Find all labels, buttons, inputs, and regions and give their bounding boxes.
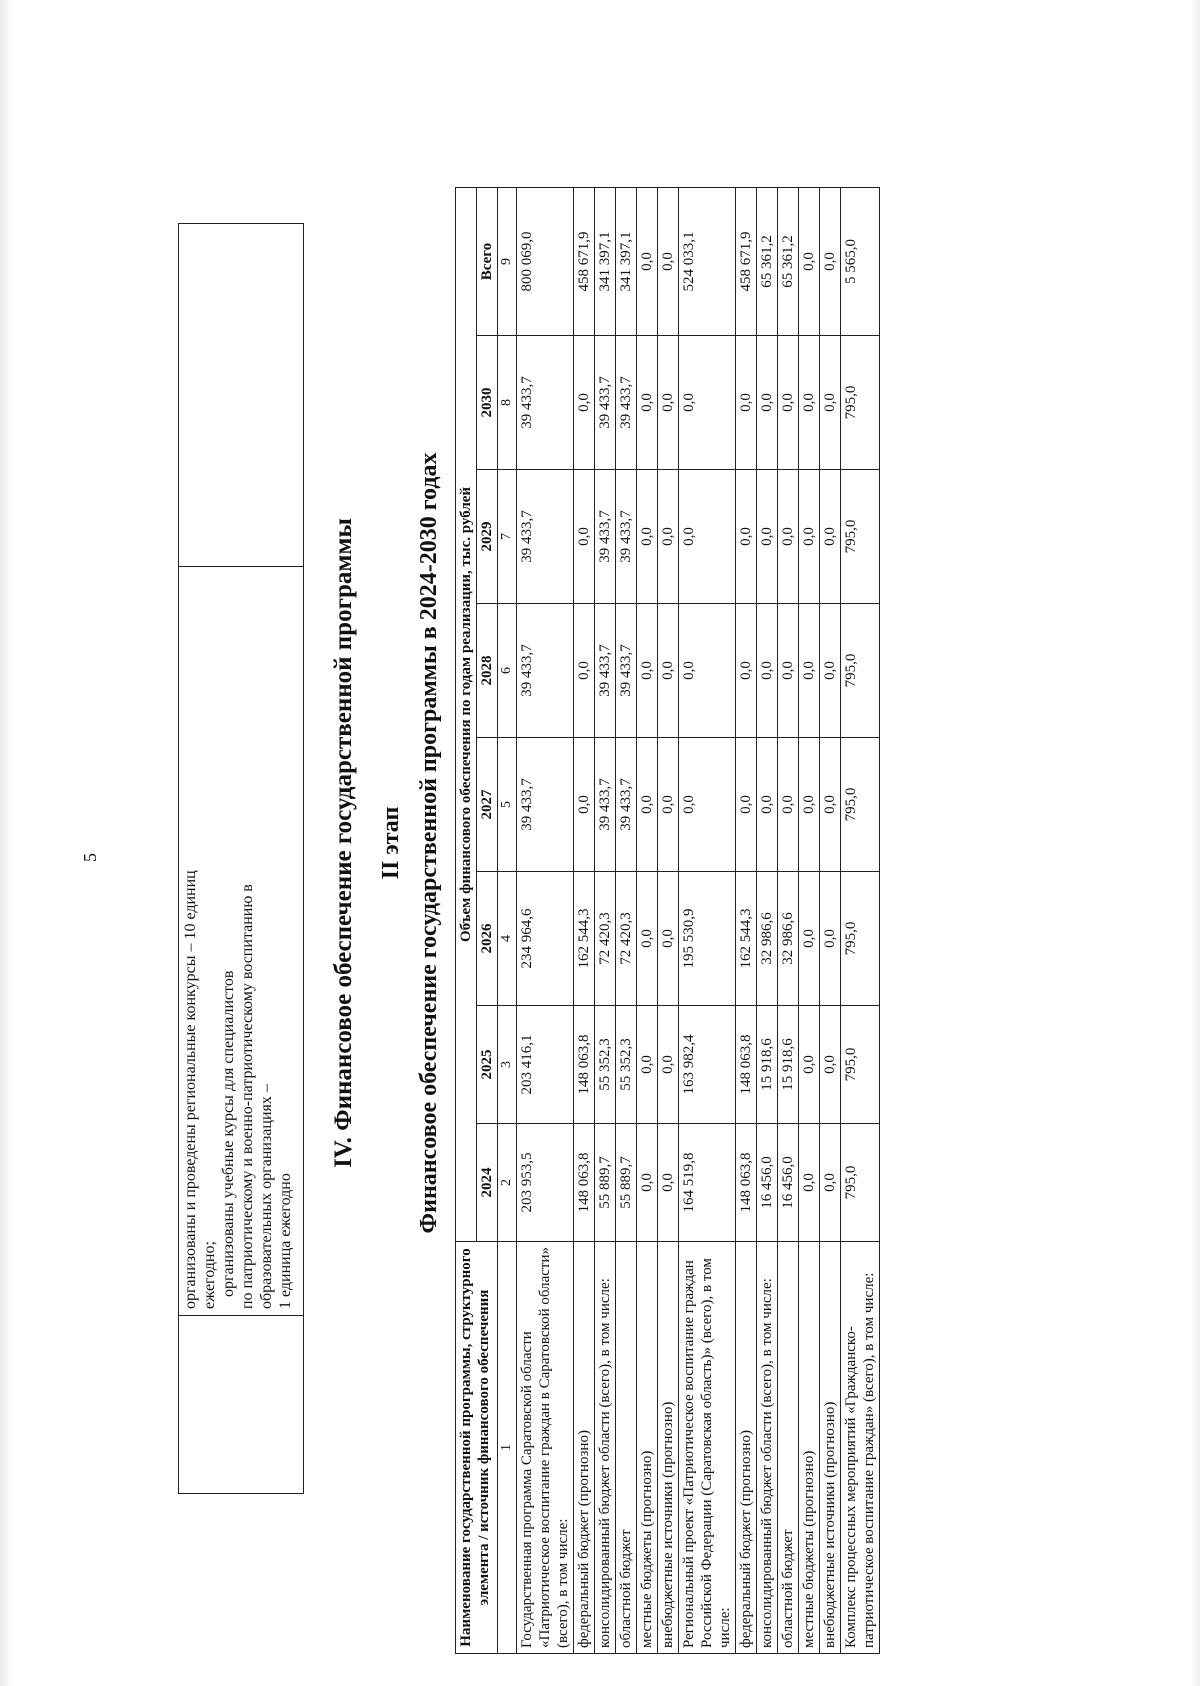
row-value: 0,0 [637, 872, 658, 1006]
row-value: 0,0 [778, 470, 799, 604]
header-year: 2028 [477, 604, 498, 738]
row-value: 795,0 [841, 738, 880, 872]
row-total: 458 671,9 [736, 188, 757, 336]
row-value: 39 433,7 [517, 470, 574, 604]
row-value: 72 420,3 [616, 872, 637, 1006]
row-value: 795,0 [841, 1006, 880, 1124]
row-total: 458 671,9 [574, 188, 595, 336]
fragment-line: по патриотическому и военно-патриотическому воспитанию в [239, 884, 256, 1309]
row-value: 16 456,0 [757, 1124, 778, 1242]
header-year: 2024 [477, 1124, 498, 1242]
row-value: 0,0 [574, 604, 595, 738]
row-value: 39 433,7 [616, 336, 637, 470]
row-value: 55 889,7 [595, 1124, 616, 1242]
row-value: 203 416,1 [517, 1006, 574, 1124]
table-row [736, 188, 757, 1654]
row-value: 0,0 [820, 336, 841, 470]
column-index: 4 [498, 872, 517, 1006]
row-value: 39 433,7 [595, 738, 616, 872]
row-value: 0,0 [736, 738, 757, 872]
row-total: 5 565,0 [841, 188, 880, 336]
table-row [517, 188, 574, 1654]
header-year: 2026 [477, 872, 498, 1006]
column-index: 6 [498, 604, 517, 738]
row-total: 65 361,2 [778, 188, 799, 336]
row-value: 0,0 [799, 872, 820, 1006]
column-index: 9 [498, 188, 517, 336]
row-value: 162 544,3 [736, 872, 757, 1006]
row-value: 203 953,5 [517, 1124, 574, 1242]
row-value: 32 986,6 [757, 872, 778, 1006]
table-row [841, 188, 880, 1654]
table-row [799, 188, 820, 1654]
fragment-line: организованы учебные курсы для специалистов [220, 970, 237, 1309]
fragment-line: 1 единица ежегодно [277, 1173, 294, 1309]
header-year: 2027 [477, 738, 498, 872]
row-value: 39 433,7 [517, 336, 574, 470]
row-value: 55 352,3 [595, 1006, 616, 1124]
row-value: 162 544,3 [574, 872, 595, 1006]
row-total: 341 397,1 [616, 188, 637, 336]
table-row [820, 188, 841, 1654]
table-row [778, 188, 799, 1654]
row-value: 72 420,3 [595, 872, 616, 1006]
fragment-cell-empty-right [179, 224, 304, 567]
row-name: Комплекс процессных мероприятий «Гражданско-патриотическое воспитание граждан» (всего), в том числе: [841, 1242, 880, 1654]
table-row [679, 188, 736, 1654]
row-value: 0,0 [820, 470, 841, 604]
row-total: 0,0 [658, 188, 679, 336]
row-name: консолидированный бюджет области (всего), в том числе: [757, 1242, 778, 1654]
row-value: 795,0 [841, 872, 880, 1006]
column-index-row [498, 188, 517, 1654]
row-name: внебюджетные источники (прогнозно) [820, 1242, 841, 1654]
row-value: 148 063,8 [736, 1006, 757, 1124]
row-value: 0,0 [778, 738, 799, 872]
fragment-line: образовательных организациях – [258, 1084, 275, 1309]
row-value: 0,0 [658, 470, 679, 604]
row-name: Государственная программа Саратовской области «Патриотическое воспитание граждан в Саратовской области» (всего), в том числе: [517, 1242, 574, 1654]
row-value: 0,0 [736, 336, 757, 470]
row-value: 32 986,6 [778, 872, 799, 1006]
column-index: 1 [498, 1242, 517, 1654]
row-value: 0,0 [679, 738, 736, 872]
row-value: 0,0 [820, 872, 841, 1006]
row-name: Региональный проект «Патриотическое воспитание граждан Российской Федерации (Саратовская область)» (всего), в том числе: [679, 1242, 736, 1654]
section-heading: IV. Финансовое обеспечение государственной программы [330, 518, 357, 1168]
row-value: 148 063,8 [574, 1006, 595, 1124]
row-value: 0,0 [679, 336, 736, 470]
row-name: федеральный бюджет (прогнозно) [574, 1242, 595, 1654]
table-row [637, 188, 658, 1654]
row-value: 0,0 [658, 604, 679, 738]
page-number: 5 [80, 853, 100, 862]
row-value: 0,0 [820, 1006, 841, 1124]
header-year: 2029 [477, 470, 498, 604]
row-value: 0,0 [658, 1124, 679, 1242]
row-value: 0,0 [658, 738, 679, 872]
row-value: 0,0 [799, 604, 820, 738]
row-name: консолидированный бюджет области (всего), в том числе: [595, 1242, 616, 1654]
fragment-line: ежегодно; [201, 1241, 218, 1309]
row-value: 795,0 [841, 336, 880, 470]
row-value: 0,0 [778, 604, 799, 738]
fragment-line: организованы и проведены региональные конкурсы – 10 единиц [182, 870, 199, 1309]
row-value: 795,0 [841, 470, 880, 604]
row-value: 0,0 [679, 470, 736, 604]
fragment-cell-text [179, 567, 304, 1316]
row-value: 148 063,8 [736, 1124, 757, 1242]
row-value: 0,0 [637, 470, 658, 604]
table-body [517, 188, 880, 1654]
row-total: 0,0 [637, 188, 658, 336]
row-value: 0,0 [799, 738, 820, 872]
row-value: 55 889,7 [616, 1124, 637, 1242]
table-title: Финансовое обеспечение государственной программы в 2024-2030 годах [416, 452, 442, 1234]
row-value: 0,0 [637, 336, 658, 470]
row-value: 0,0 [679, 604, 736, 738]
row-value: 0,0 [757, 738, 778, 872]
row-value: 0,0 [820, 604, 841, 738]
row-total: 65 361,2 [757, 188, 778, 336]
row-value: 0,0 [637, 604, 658, 738]
row-value: 0,0 [736, 604, 757, 738]
row-value: 0,0 [637, 1006, 658, 1124]
row-value: 0,0 [637, 738, 658, 872]
column-index: 5 [498, 738, 517, 872]
row-value: 0,0 [799, 1124, 820, 1242]
row-value: 0,0 [574, 336, 595, 470]
column-index: 3 [498, 1006, 517, 1124]
row-value: 0,0 [820, 738, 841, 872]
row-value: 39 433,7 [595, 336, 616, 470]
row-value: 39 433,7 [616, 738, 637, 872]
row-value: 55 352,3 [616, 1006, 637, 1124]
row-value: 795,0 [841, 604, 880, 738]
header-year: 2030 [477, 336, 498, 470]
row-value: 0,0 [799, 1006, 820, 1124]
header-volume: Объем финансового обеспечения по годам реализации, тыс. рублей [456, 188, 477, 1242]
row-value: 0,0 [658, 336, 679, 470]
row-value: 0,0 [778, 336, 799, 470]
header-name: Наименование государственной программы, структурного элемента / источник финансового обеспечения [456, 1242, 498, 1654]
row-value: 0,0 [799, 470, 820, 604]
row-name: местные бюджеты (прогнозно) [799, 1242, 820, 1654]
row-value: 0,0 [757, 470, 778, 604]
fragment-cell-empty-left [179, 1316, 304, 1494]
financing-table [455, 187, 880, 1654]
row-value: 163 982,4 [679, 1006, 736, 1124]
row-value: 39 433,7 [616, 604, 637, 738]
row-name: федеральный бюджет (прогнозно) [736, 1242, 757, 1654]
row-value: 15 918,6 [778, 1006, 799, 1124]
row-value: 0,0 [574, 738, 595, 872]
row-value: 0,0 [799, 336, 820, 470]
row-name: внебюджетные источники (прогнозно) [658, 1242, 679, 1654]
row-total: 341 397,1 [595, 188, 616, 336]
row-value: 0,0 [658, 1006, 679, 1124]
table-row [616, 188, 637, 1654]
row-name: местные бюджеты (прогнозно) [637, 1242, 658, 1654]
row-name: областной бюджет [616, 1242, 637, 1654]
header-year: 2025 [477, 1006, 498, 1124]
column-index: 2 [498, 1124, 517, 1242]
table-row [658, 188, 679, 1654]
row-value: 795,0 [841, 1124, 880, 1242]
row-value: 15 918,6 [757, 1006, 778, 1124]
row-value: 164 519,8 [679, 1124, 736, 1242]
row-total: 524 033,1 [679, 188, 736, 336]
row-value: 39 433,7 [595, 470, 616, 604]
continuation-table-fragment [178, 223, 304, 1494]
row-total: 800 069,0 [517, 188, 574, 336]
row-value: 0,0 [637, 1124, 658, 1242]
table-row [574, 188, 595, 1654]
row-value: 234 964,6 [517, 872, 574, 1006]
row-value: 0,0 [736, 470, 757, 604]
row-value: 39 433,7 [517, 738, 574, 872]
row-total: 0,0 [820, 188, 841, 336]
row-value: 39 433,7 [517, 604, 574, 738]
row-value: 39 433,7 [595, 604, 616, 738]
header-total: Всего [477, 188, 498, 336]
row-name: областной бюджет [778, 1242, 799, 1654]
row-value: 148 063,8 [574, 1124, 595, 1242]
table-row [757, 188, 778, 1654]
column-index: 8 [498, 336, 517, 470]
column-index: 7 [498, 470, 517, 604]
row-value: 0,0 [820, 1124, 841, 1242]
row-value: 0,0 [658, 872, 679, 1006]
row-value: 195 530,9 [679, 872, 736, 1006]
stage-heading: II этап [378, 806, 404, 880]
row-value: 0,0 [574, 470, 595, 604]
row-value: 16 456,0 [778, 1124, 799, 1242]
row-value: 0,0 [757, 604, 778, 738]
row-value: 0,0 [757, 336, 778, 470]
row-value: 39 433,7 [616, 470, 637, 604]
row-total: 0,0 [799, 188, 820, 336]
table-row [595, 188, 616, 1654]
